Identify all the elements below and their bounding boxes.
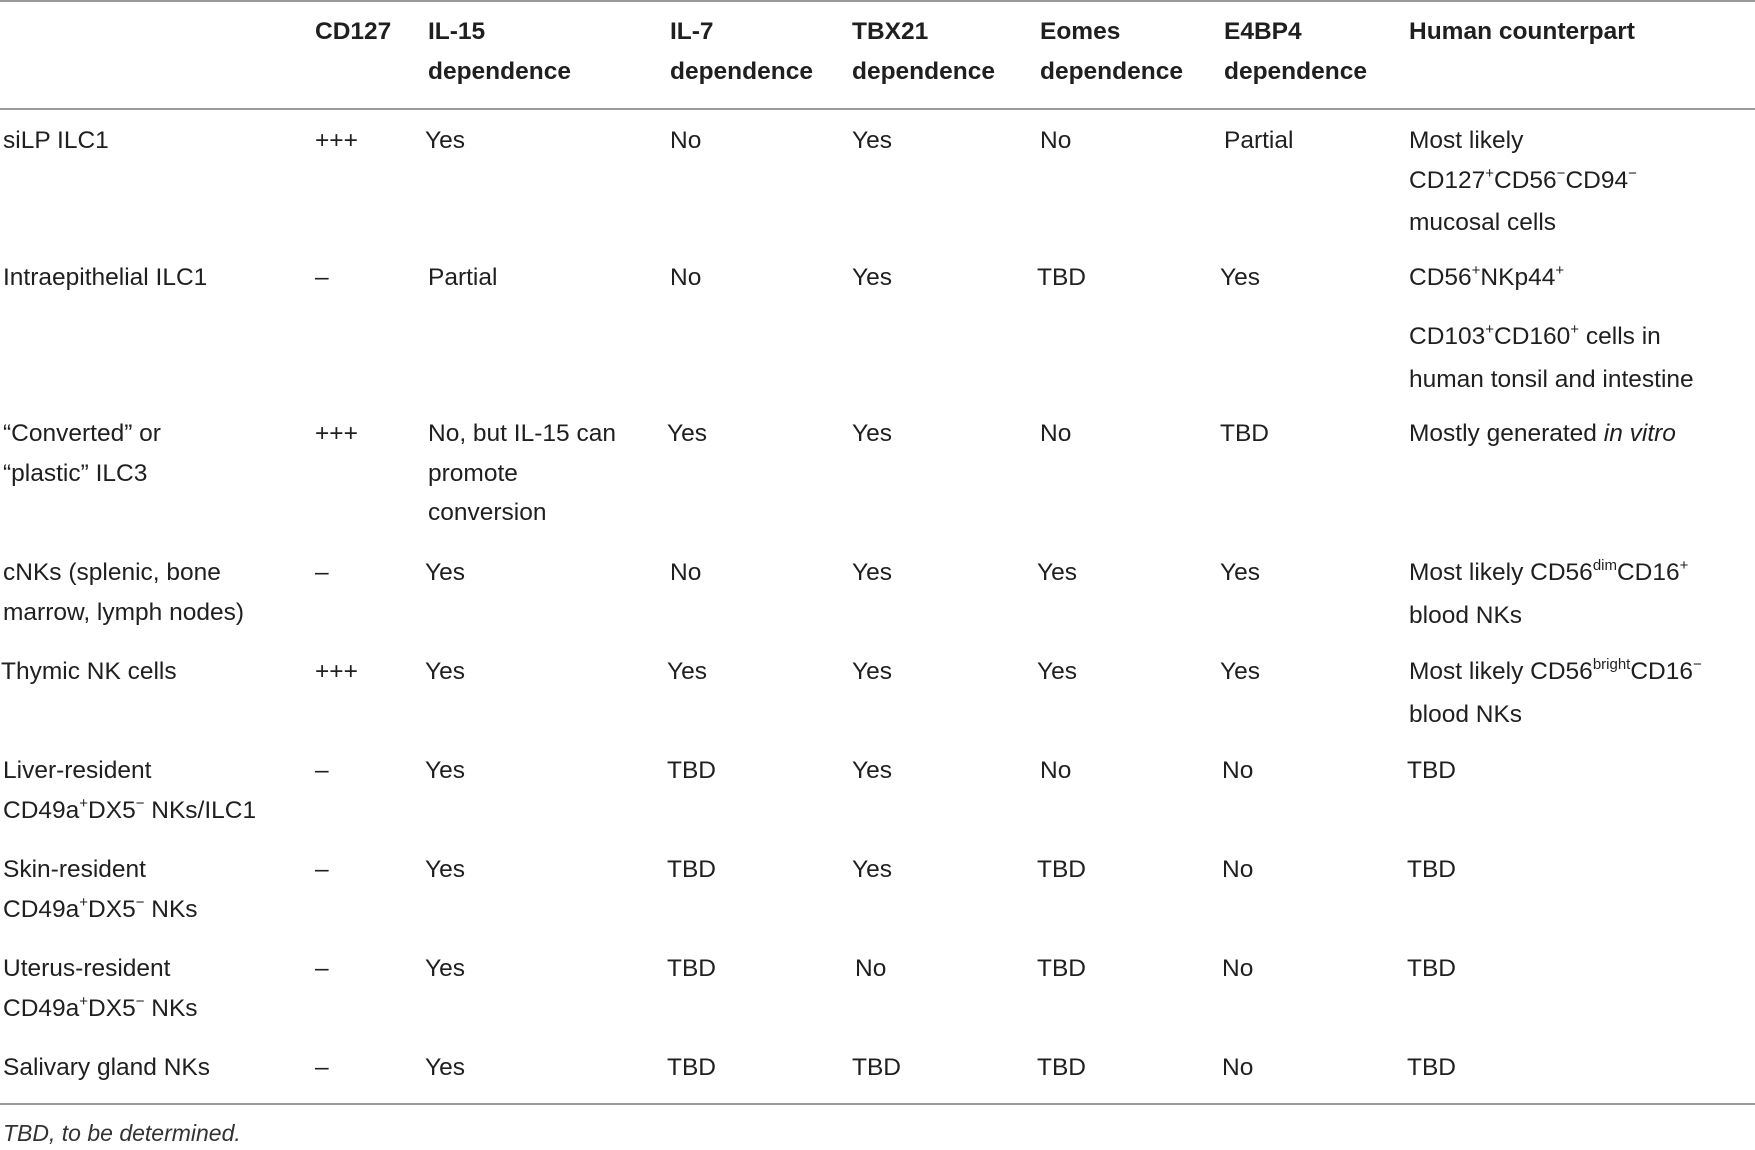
cell-il15: Yes — [425, 559, 465, 586]
header-il15: IL-15 dependence — [428, 18, 571, 85]
cell-cd127: – — [315, 264, 329, 291]
cell-eomes: Yes — [1037, 658, 1077, 685]
cell-il7: No — [670, 127, 702, 154]
cell-human-counterpart: TBD — [1407, 1054, 1456, 1081]
cell-type: Liver-resident CD49a+DX5− NKs/ILC1 — [3, 757, 257, 824]
cell-type: Skin-resident CD49a+DX5− NKs — [3, 856, 198, 923]
cell-cd127: – — [315, 559, 329, 586]
header-rule — [0, 108, 1755, 110]
bottom-rule — [0, 1103, 1755, 1105]
cell-tbx21: Yes — [852, 264, 892, 291]
cell-e4bp4: Yes — [1220, 264, 1260, 291]
header-eomes: Eomes dependence — [1040, 18, 1183, 85]
cell-human-counterpart: Mostly generated in vitro — [1409, 420, 1676, 447]
cell-eomes: No — [1040, 420, 1072, 447]
header-cd127: CD127 — [315, 18, 392, 45]
cell-il15: Yes — [425, 1054, 465, 1081]
cell-eomes: TBD — [1037, 1054, 1086, 1081]
cell-cd127: – — [315, 856, 329, 883]
header-human-counterpart: Human counterpart — [1409, 18, 1635, 45]
cell-cd127: +++ — [315, 420, 358, 447]
cell-il7: Yes — [667, 658, 707, 685]
cell-e4bp4: TBD — [1220, 420, 1269, 447]
cell-il7: Yes — [667, 420, 707, 447]
cell-type: Uterus-resident CD49a+DX5− NKs — [3, 955, 198, 1022]
cell-cd127: – — [315, 1054, 329, 1081]
cell-cd127: +++ — [315, 127, 358, 154]
cell-type: “Converted” or “plastic” ILC3 — [3, 420, 161, 487]
cell-tbx21: Yes — [852, 658, 892, 685]
table-footnote: TBD, to be determined. — [3, 1120, 241, 1146]
cell-cd127: +++ — [315, 658, 358, 685]
cell-il15: Partial — [428, 264, 498, 291]
top-rule — [0, 0, 1755, 2]
cell-tbx21: Yes — [852, 559, 892, 586]
cell-tbx21: Yes — [852, 420, 892, 447]
cell-type: cNKs (splenic, bone marrow, lymph nodes) — [3, 559, 245, 626]
header-tbx21: TBX21 dependence — [852, 18, 995, 85]
cell-e4bp4: No — [1222, 1054, 1254, 1081]
cell-e4bp4: Yes — [1220, 658, 1260, 685]
cell-e4bp4: No — [1222, 955, 1254, 982]
cell-eomes: TBD — [1037, 856, 1086, 883]
cell-type: Intraepithelial ILC1 — [3, 264, 208, 291]
cell-eomes: TBD — [1037, 955, 1086, 982]
cell-il7: No — [670, 264, 702, 291]
cell-eomes: TBD — [1037, 264, 1086, 291]
cell-human-counterpart: CD56+NKp44+ — [1409, 262, 1565, 291]
cell-e4bp4: No — [1222, 757, 1254, 784]
cell-type: Thymic NK cells — [1, 658, 177, 685]
cell-il7: TBD — [667, 955, 716, 982]
cell-human-counterpart: TBD — [1407, 955, 1456, 982]
cell-e4bp4: Yes — [1220, 559, 1260, 586]
cell-il7: TBD — [667, 757, 716, 784]
cell-tbx21: No — [855, 955, 887, 982]
cell-cd127: – — [315, 757, 329, 784]
cell-human-counterpart: Most likely $CD56^{bright}CD16^-$ blood NKs — [1409, 656, 1702, 728]
cell-human-counterpart: Most likely CD127+CD56−CD94− mucosal cells — [1409, 127, 1637, 236]
cell-eomes: No — [1040, 757, 1072, 784]
cell-tbx21: Yes — [852, 127, 892, 154]
header-e4bp4: E4BP4 dependence — [1224, 18, 1367, 85]
cell-il15: Yes — [425, 955, 465, 982]
cell-tbx21: TBD — [852, 1054, 901, 1081]
cell-il15: Yes — [425, 856, 465, 883]
header-il7: IL-7 dependence — [670, 18, 813, 85]
cell-human-counterpart: TBD — [1407, 856, 1456, 883]
cell-type: siLP ILC1 — [3, 127, 109, 154]
cell-il7: TBD — [667, 856, 716, 883]
cell-human-counterpart: Most likely $CD56^{dim}CD16^+$ blood NKs — [1409, 557, 1689, 629]
cell-il15: Yes — [425, 757, 465, 784]
cell-tbx21: Yes — [852, 757, 892, 784]
cell-il15: Yes — [425, 658, 465, 685]
cell-il7: No — [670, 559, 702, 586]
cell-eomes: Yes — [1037, 559, 1077, 586]
cell-cd127: – — [315, 955, 329, 982]
cell-eomes: No — [1040, 127, 1072, 154]
cell-il15: No, but IL-15 can promote conversion — [428, 420, 616, 526]
cell-e4bp4: Partial — [1224, 127, 1294, 154]
cell-tbx21: Yes — [852, 856, 892, 883]
cell-e4bp4: No — [1222, 856, 1254, 883]
cell-type: Salivary gland NKs — [3, 1054, 210, 1081]
cell-human-counterpart-cont: CD103+CD160+ cells in human tonsil and intestine — [1409, 321, 1694, 393]
cell-human-counterpart: TBD — [1407, 757, 1456, 784]
cell-il7: TBD — [667, 1054, 716, 1081]
cell-il15: Yes — [425, 127, 465, 154]
